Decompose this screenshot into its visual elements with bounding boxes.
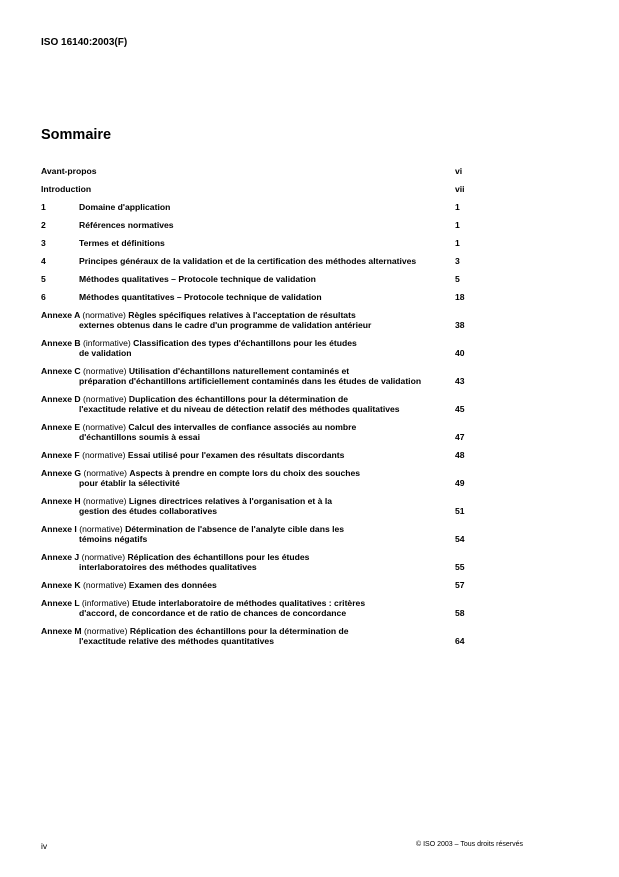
toc-annex-title: Détermination de l'absence de l'analyte cible dans les [125, 524, 345, 534]
toc-annex-title-cont: l'exactitude relative des méthodes quantitatives [79, 636, 274, 646]
toc-annex-body [41, 496, 455, 516]
toc-entry-label: Termes et définitions [79, 238, 165, 248]
toc-annex-first-line [41, 394, 445, 404]
toc-annex-body [41, 394, 455, 414]
toc-entry-page: 57 [455, 580, 465, 590]
toc-annex-first-line [41, 626, 445, 636]
toc-entry-page: 58 [455, 608, 465, 618]
toc-entry-page: 45 [455, 404, 465, 414]
toc-annex-entry [41, 552, 471, 572]
toc-entry-label: Domaine d'application [79, 202, 171, 212]
toc-annex-kind: (normative) [83, 468, 130, 478]
toc-annex-entry [41, 626, 471, 646]
toc-entry-number: 6 [41, 292, 46, 302]
footer-copyright: © ISO 2003 – Tous droits réservés [416, 841, 523, 848]
toc-annex-title: Classification des types d'échantillons pour les études [133, 338, 357, 348]
toc-entry-page: 55 [455, 562, 465, 572]
toc-annex-name: Annexe I [41, 524, 80, 534]
toc-annex-title: Utilisation d'échantillons naturellement contaminés et [128, 366, 350, 376]
toc-annex-first-line [41, 580, 445, 590]
toc-annex-name: Annexe G [41, 468, 84, 478]
toc-entry-body [41, 202, 455, 212]
toc-entry-page: vii [455, 184, 465, 194]
toc-annex-kind: (informative) [83, 338, 134, 348]
toc-annex-entry [41, 450, 471, 460]
toc-annex-entry [41, 524, 471, 544]
toc-annex-body [41, 450, 455, 460]
footer-page-number: iv [41, 841, 48, 851]
toc-entry-label: Avant-propos [41, 166, 97, 176]
toc-entry [41, 274, 471, 284]
toc-annex-kind: (normative) [82, 422, 129, 432]
toc-annex-title: Calcul des intervalles de confiance associés au nombre [128, 422, 357, 432]
toc-entry-number: 3 [41, 238, 46, 248]
toc-annex-title-cont: pour établir la sélectivité [79, 478, 180, 488]
toc-entry-page: 40 [455, 348, 465, 358]
toc-annex-body [41, 468, 455, 488]
toc-annex-kind: (normative) [83, 580, 129, 590]
toc-annex-title-cont: préparation d'échantillons artificiellement contaminés dans les études de validation [79, 376, 422, 386]
toc-entry-page: 1 [455, 238, 460, 248]
toc-entry-number: 5 [41, 274, 46, 284]
toc-entry-page: 43 [455, 376, 465, 386]
toc-entry-page: 54 [455, 534, 465, 544]
toc-entry [41, 202, 471, 212]
toc-annex-name: Annexe B [41, 338, 84, 348]
toc-entry-page: 1 [455, 202, 460, 212]
toc-entry-label: Principes généraux de la validation et de la certification des méthodes alternatives [79, 256, 417, 266]
toc-annex-name: Annexe F [41, 450, 83, 460]
toc-entry-label: Références normatives [79, 220, 174, 230]
toc-annex-name: Annexe M [41, 626, 84, 636]
toc-annex-title-cont: externes obtenus dans le cadre d'un programme de validation antérieur [79, 320, 372, 330]
toc-annex-title: Réplication des échantillons pour les études [127, 552, 310, 562]
toc-entry-page: 64 [455, 636, 465, 646]
toc-annex-entry [41, 310, 471, 330]
toc-annex-entry [41, 468, 471, 488]
toc-annex-entry [41, 366, 471, 386]
toc-entry-page: 3 [455, 256, 460, 266]
toc-entry-label: Introduction [41, 184, 92, 194]
toc-annex-name: Annexe L [41, 598, 82, 608]
toc-annex-title: Essai utilisé pour l'examen des résultats discordants [127, 450, 345, 460]
toc-entry-number: 4 [41, 256, 46, 266]
toc-annex-title: Duplication des échantillons pour la détermination de [128, 394, 349, 404]
toc-annex-body [41, 422, 455, 442]
toc-annex-body [41, 524, 455, 544]
toc-annex-first-line [41, 524, 445, 534]
toc-annex-body [41, 310, 455, 330]
toc-entry-page: 48 [455, 450, 465, 460]
toc-annex-first-line [41, 338, 445, 348]
toc-annex-name: Annexe E [41, 422, 83, 432]
toc-annex-entry [41, 496, 471, 516]
toc-entry [41, 220, 471, 230]
toc-annex-first-line [41, 468, 445, 478]
toc-entry-page: 18 [455, 292, 465, 302]
toc-annex-first-line [41, 450, 445, 460]
toc-entry [41, 166, 471, 176]
toc-annex-title-cont: d'échantillons soumis à essai [79, 432, 200, 442]
toc-annex-kind: (normative) [81, 552, 128, 562]
toc-entry [41, 184, 471, 194]
toc-entry-body [41, 256, 455, 266]
toc-annex-title-cont: interlaboratoires des méthodes qualitatives [79, 562, 257, 572]
toc-annex-body [41, 366, 455, 386]
toc-annex-entry [41, 394, 471, 414]
toc-entry-page: 5 [455, 274, 460, 284]
toc-annex-name: Annexe K [41, 580, 84, 590]
toc-annex-entry [41, 580, 471, 590]
toc-annex-entry [41, 338, 471, 358]
toc-annex-title: Examen des données [128, 580, 217, 590]
toc-annex-title-cont: témoins négatifs [79, 534, 148, 544]
toc-entry-body [41, 274, 455, 284]
toc-annex-title-cont: d'accord, de concordance et de ratio de chances de concordance [79, 608, 347, 618]
toc-entry [41, 292, 471, 302]
toc-annex-first-line [41, 366, 445, 376]
toc-annex-kind: (informative) [81, 598, 133, 608]
toc-annex-title: Règles spécifiques relatives à l'acceptation de résultats [128, 310, 356, 320]
toc-entry [41, 238, 471, 248]
toc-entry-label: Méthodes quantitatives – Protocole technique de validation [79, 292, 322, 302]
toc-entry-number: 1 [41, 202, 46, 212]
toc-annex-kind: (normative) [79, 524, 126, 534]
toc-annex-name: Annexe A [41, 310, 83, 320]
toc-entry-body [41, 220, 455, 230]
toc-annex-body [41, 598, 455, 618]
toc-annex-body [41, 552, 455, 572]
toc-annex-entry [41, 422, 471, 442]
toc-annex-first-line [41, 310, 445, 320]
toc-annex-kind: (normative) [82, 450, 128, 460]
toc-annex-title: Lignes directrices relatives à l'organisation et à la [128, 496, 332, 506]
toc-annex-kind: (normative) [83, 394, 129, 404]
toc-annex-kind: (normative) [83, 626, 130, 636]
toc-entry-page: vi [455, 166, 463, 176]
toc-annex-name: Annexe D [41, 394, 84, 404]
toc-entry-body [41, 238, 455, 248]
toc-annex-entry [41, 598, 471, 618]
toc-annex-body [41, 580, 455, 590]
toc-entry-number: 2 [41, 220, 46, 230]
toc-annex-title-cont: l'exactitude relative et du niveau de détection relatif des méthodes qualitatives [79, 404, 400, 414]
toc-entry-page: 49 [455, 478, 465, 488]
toc-entry-page: 47 [455, 432, 465, 442]
toc-annex-name: Annexe C [41, 366, 84, 376]
table-of-contents [41, 166, 471, 654]
toc-annex-body [41, 338, 455, 358]
toc-annex-kind: (normative) [83, 366, 129, 376]
toc-annex-title: Etude interlaboratoire de méthodes qualitatives : critères [132, 598, 366, 608]
page-title: Sommaire [41, 127, 112, 143]
toc-annex-name: Annexe H [41, 496, 84, 506]
toc-annex-kind: (normative) [83, 496, 129, 506]
toc-entry-body [41, 292, 455, 302]
toc-annex-name: Annexe J [41, 552, 82, 562]
toc-annex-title: Réplication des échantillons pour la détermination de [129, 626, 349, 636]
document-id: ISO 16140:2003(F) [41, 37, 128, 48]
toc-annex-body [41, 626, 455, 646]
toc-entry-page: 38 [455, 320, 465, 330]
toc-annex-title: Aspects à prendre en compte lors du choix des souches [129, 468, 361, 478]
toc-entry-label: Méthodes qualitatives – Protocole technique de validation [79, 274, 316, 284]
toc-entry-page: 1 [455, 220, 460, 230]
toc-annex-title-cont: gestion des études collaboratives [79, 506, 218, 516]
toc-entry-page: 51 [455, 506, 465, 516]
toc-annex-first-line [41, 598, 445, 608]
toc-annex-kind: (normative) [82, 310, 129, 320]
toc-entry [41, 256, 471, 266]
toc-annex-title-cont: de validation [79, 348, 132, 358]
toc-annex-first-line [41, 496, 445, 506]
toc-annex-first-line [41, 552, 445, 562]
toc-annex-first-line [41, 422, 445, 432]
